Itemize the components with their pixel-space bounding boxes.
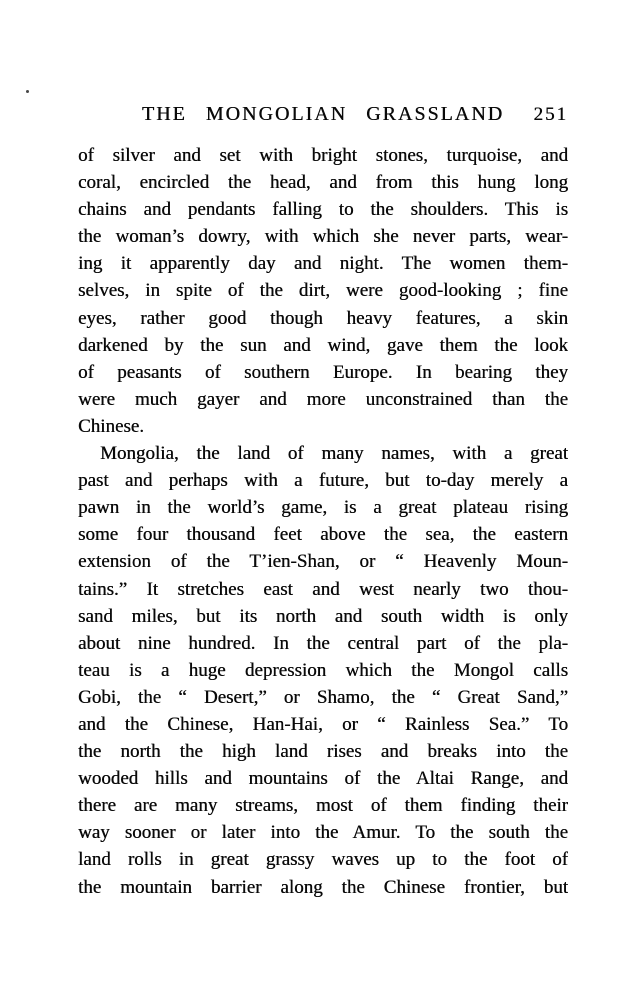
scan-speck-artifact (26, 90, 29, 93)
chapter-title: THE MONGOLIAN GRASSLAND (141, 103, 505, 125)
paragraph (78, 440, 568, 901)
text-line: selves, in spite of the dirt, were good-looking ; fine (78, 280, 568, 302)
text-line: way sooner or later into the Amur. To the south the (78, 822, 568, 844)
text-line: land rolls in great grassy waves up to the foot of (78, 849, 568, 871)
page-body (78, 142, 568, 901)
text-line: teau is a huge depression which the Mongol calls (78, 659, 568, 681)
running-header (78, 101, 568, 129)
text-line: past and perhaps with a future, but to-day merely a (78, 470, 568, 492)
text-line: there are many streams, most of them finding their (78, 795, 568, 817)
text-line: Gobi, the “ Desert,” or Shamo, the “ Great Sand,” (78, 686, 568, 708)
text-block (78, 101, 568, 901)
text-line: darkened by the sun and wind, gave them the look (78, 334, 568, 356)
paragraph (78, 142, 568, 440)
text-line: wooded hills and mountains of the Altai Range, and (78, 768, 568, 790)
text-line: about nine hundred. In the central part of the pla- (78, 632, 568, 654)
text-line: sand miles, but its north and south width is only (78, 605, 568, 627)
text-line: the north the high land rises and breaks into the (78, 741, 568, 763)
text-line: eyes, rather good though heavy features, a skin (78, 307, 568, 329)
text-line: of peasants of southern Europe. In bearing they (78, 361, 568, 383)
text-line: of silver and set with bright stones, turquoise, and (78, 145, 568, 166)
text-line: pawn in the world’s game, is a great plateau rising (78, 497, 568, 519)
text-line: Chinese. (78, 415, 144, 437)
text-line: were much gayer and more unconstrained than the (78, 388, 568, 410)
text-line: chains and pendants falling to the shoulders. This is (78, 199, 568, 221)
text-line: ing it apparently day and night. The women them- (78, 253, 568, 275)
page-number: 251 (533, 104, 568, 125)
text-line: tains.” It stretches east and west nearly two thou- (78, 578, 568, 600)
text-line: Mongolia, the land of many names, with a great (100, 443, 568, 465)
text-line: some four thousand feet above the sea, the eastern (78, 524, 568, 546)
text-line: and the Chinese, Han-Hai, or “ Rainless Sea.” To (78, 713, 568, 735)
text-line: coral, encircled the head, and from this hung long (78, 172, 568, 194)
text-line: the mountain barrier along the Chinese frontier, but (78, 876, 568, 898)
text-line: extension of the T’ien-Shan, or “ Heavenly Moun- (78, 551, 568, 573)
text-line: the woman’s dowry, with which she never parts, wear- (78, 226, 568, 248)
